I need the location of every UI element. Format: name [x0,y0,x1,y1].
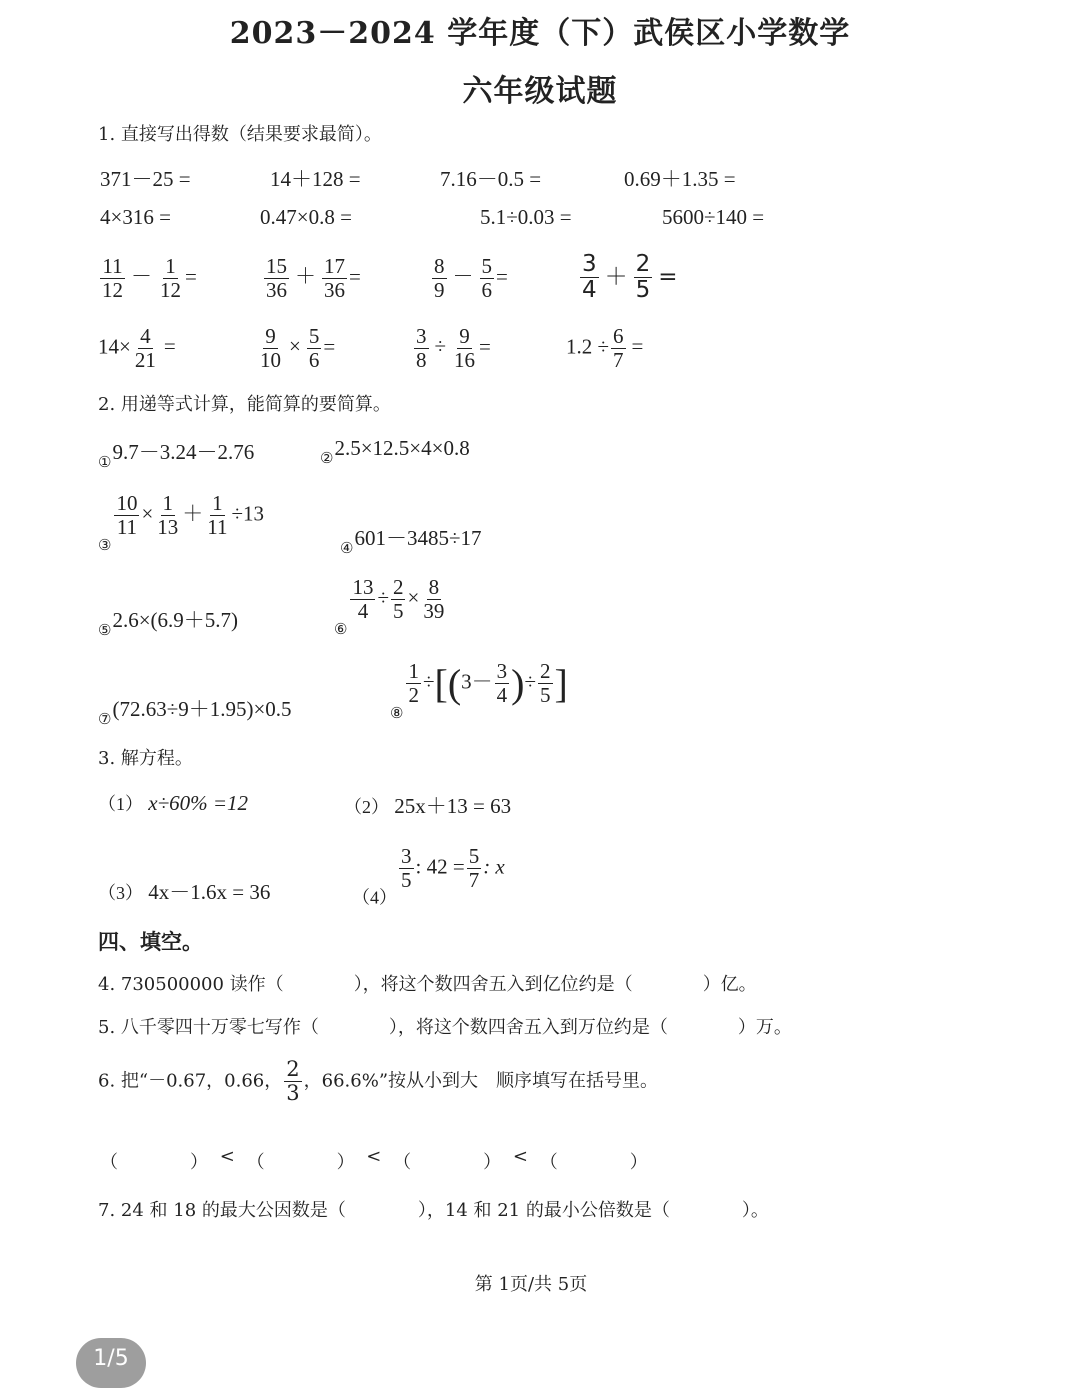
page-subtitle: 六年级试题 [462,74,618,109]
q6-answer-row: （ ） < （ ） < （ ） < （ ） [100,1146,648,1173]
q4-line: 4. 730500000 读作（ ），将这个数四舍五入到亿位约是（ ）亿。 [98,974,757,995]
q1-row2-item: 5600÷140 = [662,205,765,229]
q2-item-6: $_⑥$ $\frac{13}{4}$ ÷ $\frac{2}{5}$ × $\frac{8}{39}$ [334,575,445,639]
q2-item-7: $_⑦$(72.63÷9＋1.95)×0.5 [98,697,292,728]
q2-item-4: $_④$601－3485÷17 [340,526,482,557]
q2-item-8: $_⑧$ $\frac{1}{2}$ ÷[(3－ $\frac{3}{4}$ )÷ $\frac{2}{5}$ ] [390,659,568,723]
q1-row1-item: 0.69＋1.35 = [624,167,736,191]
q1-row1-item: 7.16－0.5 = [440,167,542,191]
q3-item-2: （2） 25x＋13 = 63 [344,794,512,818]
q2-item-3: $_③$ $\frac{10}{11}$ × $\frac{1}{13}$ ＋ $\frac{1}{11}$ ÷13 [98,491,265,555]
q3-item-3: （3） 4x－1.6x = 36 [98,880,271,904]
q1-row2-item: 4×316 = [100,205,171,229]
q1-label: 1. 直接写出得数（结果要求最简）。 [98,124,382,145]
q7-line: 7. 24 和 18 的最大公因数是（ ），14 和 21 的最小公倍数是（ ）。 [98,1200,769,1221]
q3-label: 3. 解方程。 [98,748,193,769]
q1-row2-item: 5.1÷0.03 = [480,205,572,229]
q1-row4-item: 1.2 ÷ $\frac{6}{7}$ = [566,324,644,373]
q2-item-5: $_⑤$2.6×(6.9＋5.7) [98,608,239,639]
q1-row3-item: $\frac{15}{36}$ ＋ $\frac{17}{36}$ = [266,254,361,303]
q3-item-4: （4） $\frac{3}{5}$ : 42 = $\frac{5}{7}$ : x [352,844,505,908]
section4-heading: 四、填空。 [98,929,203,954]
q1-row3-item: $\frac{3}{4}$ ＋ $\frac{2}{5}$ = [582,251,678,304]
q1-row1-item: 14＋128 = [270,167,361,191]
q2-item-1: $_①$9.7－3.24－2.76 [98,440,255,471]
q1-row2-item: 0.47×0.8 = [260,205,352,229]
q3-item-1: （1） x÷60% =12 [98,791,249,815]
q5-line: 5. 八千零四十万零七写作（ ），将这个数四舍五入到万位约是（ ）万。 [98,1017,792,1038]
q2-label: 2. 用递等式计算，能简算的要简算。 [98,394,391,415]
q1-row4-item: $\frac{9}{10}$ × $\frac{5}{6}$ = [260,324,336,373]
q1-row1-item: 371－25 = [100,167,191,191]
q2-item-2: $_②$2.5×12.5×4×0.8 [320,436,470,467]
q1-row3-item: $\frac{8}{9}$ － $\frac{5}{6}$ = [434,254,508,303]
q1-row3-item: $\frac{11}{12}$ － $\frac{1}{12}$ = [102,254,197,303]
q1-row4-item: 14× $\frac{4}{21}$ = [98,324,176,373]
page-indicator[interactable]: 1/5 [76,1338,146,1388]
q1-row4-item: $\frac{3}{8}$ ÷ $\frac{9}{16}$ = [416,324,491,373]
page-title: 2023－2024 学年度（下）武侯区小学数学 [229,16,851,51]
page-footer: 第 1页/共 5页 [474,1274,588,1295]
q6-line: 6. 把“－0.67，0.66， $\frac{2}{3}$ ，66.6%”按从小到大 顺序填写在括号里。 [98,1057,659,1106]
